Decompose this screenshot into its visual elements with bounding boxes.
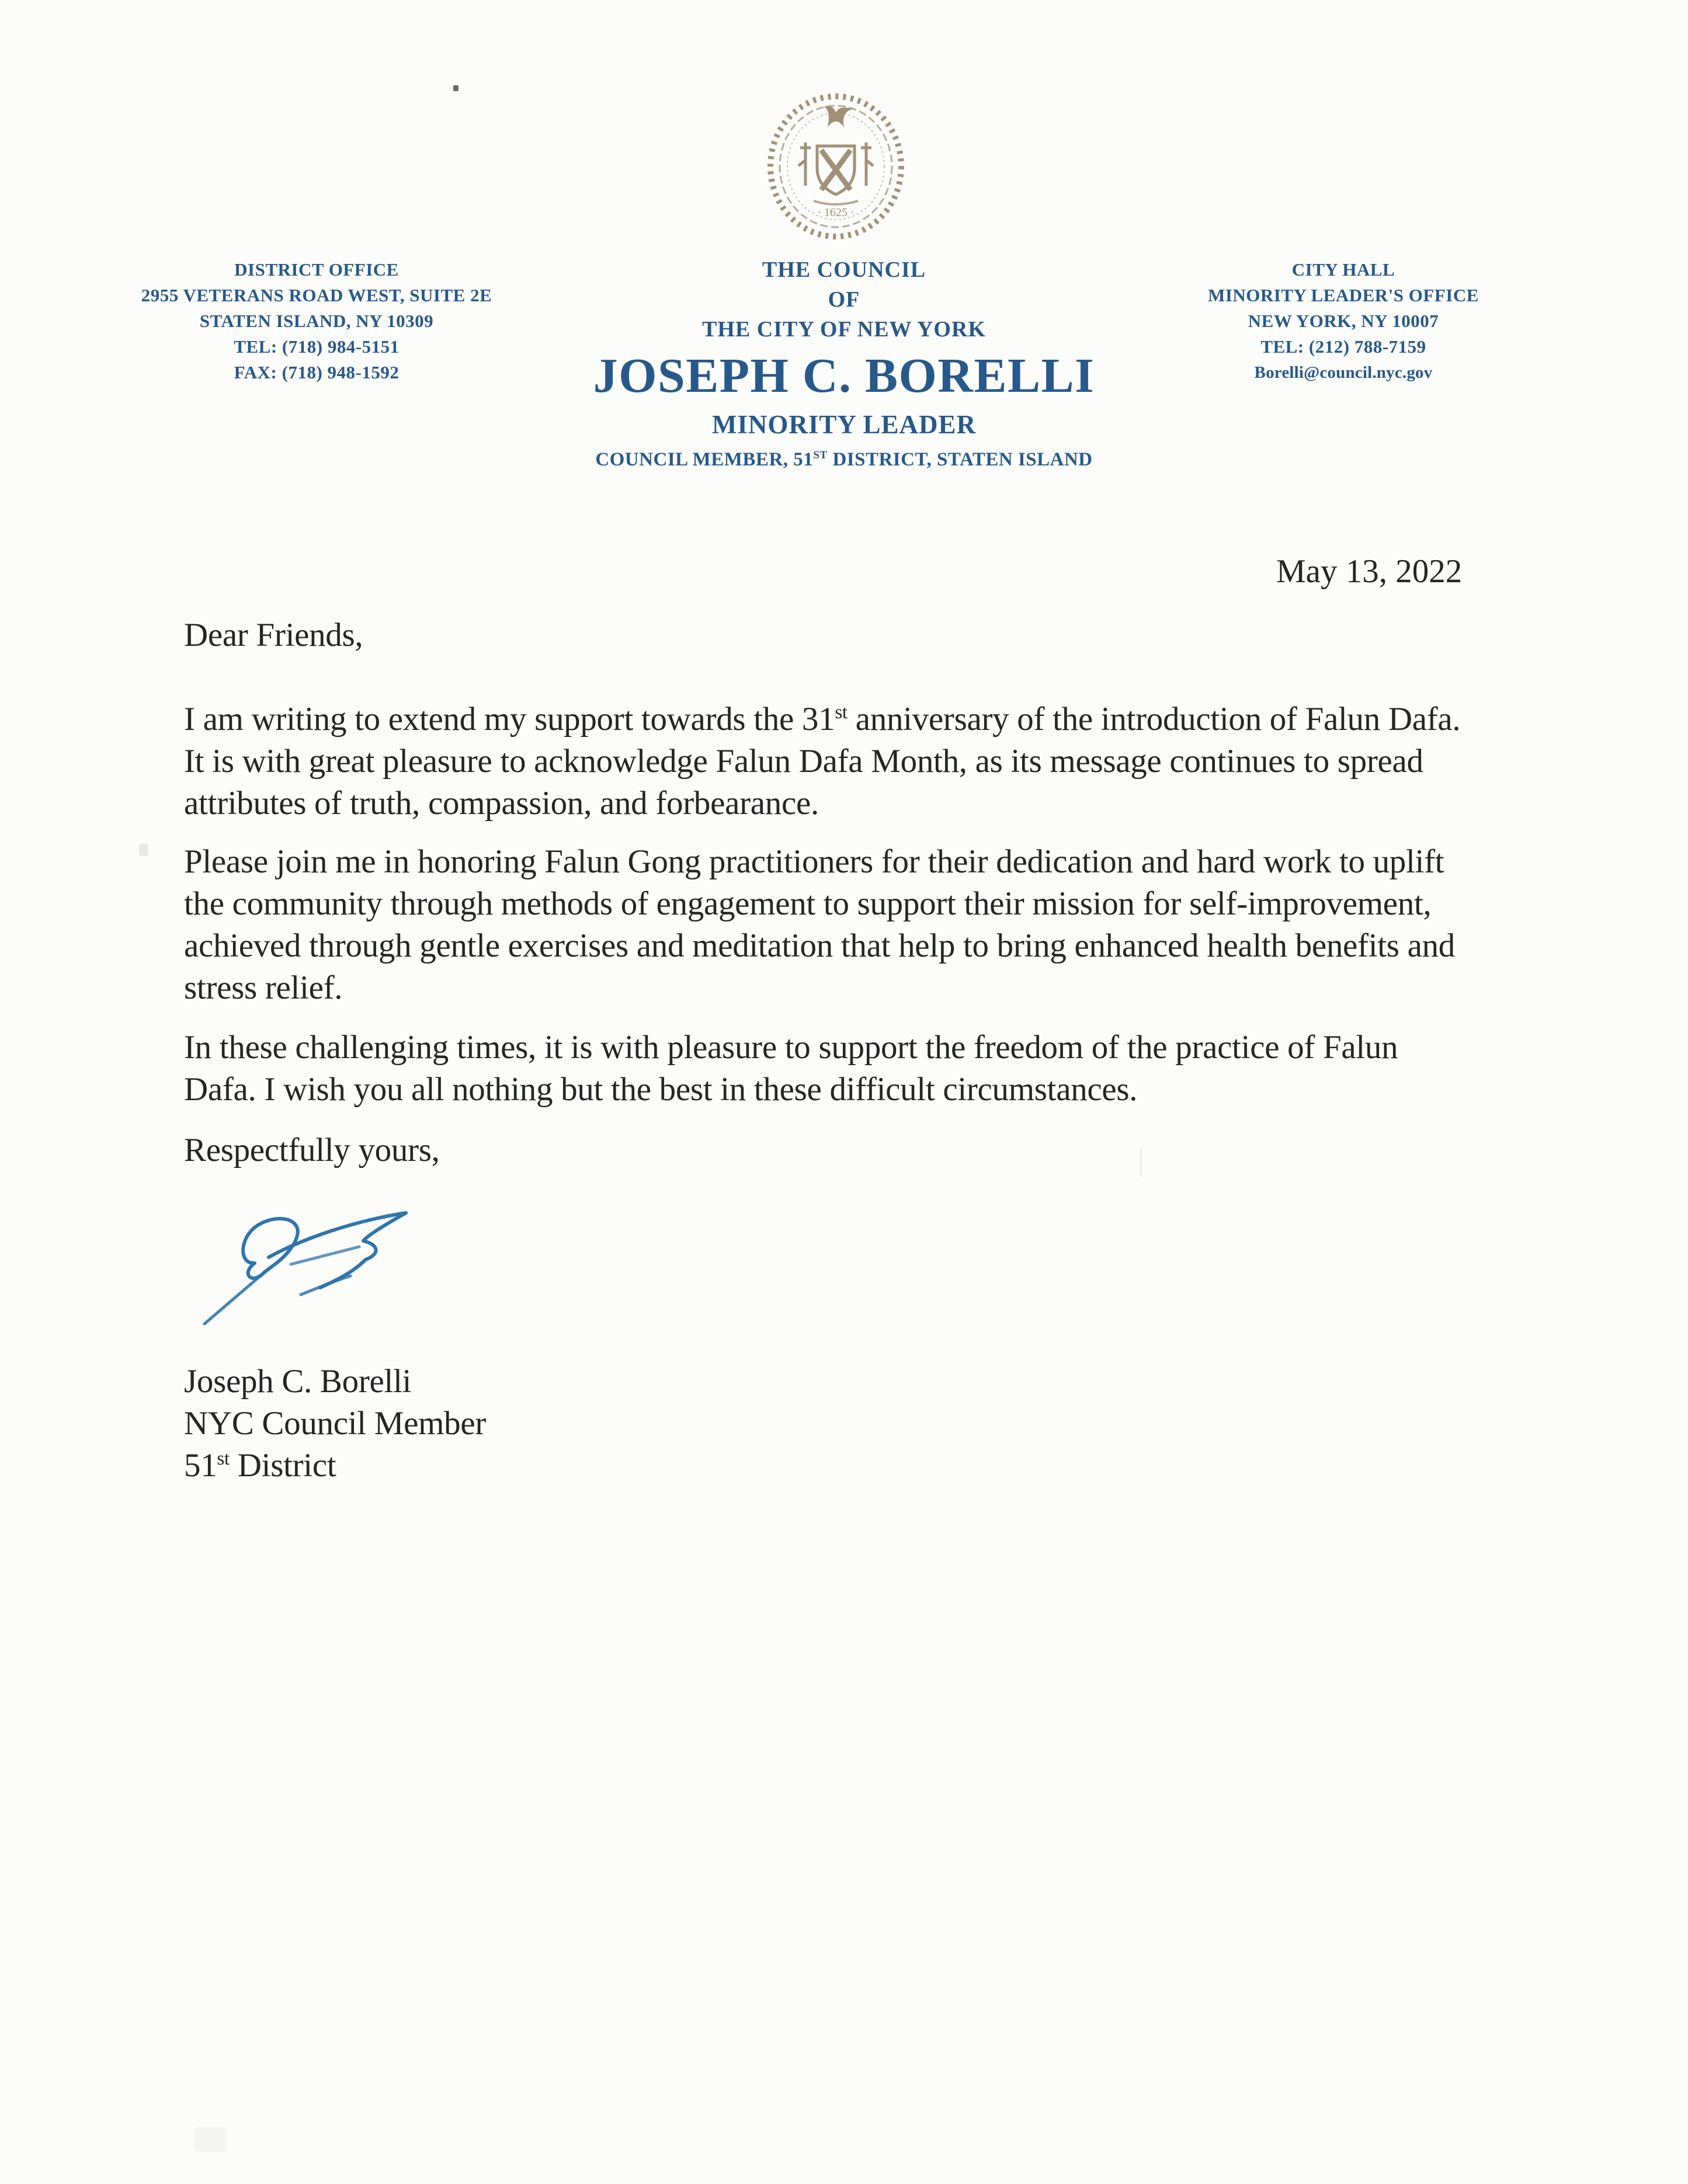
city-hall-email: Borelli@council.nyc.gov	[1254, 363, 1433, 382]
district-office-fax: FAX: (718) 948-1592	[234, 362, 400, 382]
sender-name: Joseph C. Borelli	[184, 1363, 412, 1400]
district-text: 51	[184, 1447, 217, 1484]
city-hall-block	[1133, 257, 1554, 385]
council-line3: THE CITY OF NEW YORK	[702, 317, 986, 342]
paragraph-line: Dafa. I wish you all nothing but the best in these difficult circumstances.	[184, 1071, 1138, 1108]
council-line2: OF	[828, 287, 860, 312]
council-member-district-line	[552, 444, 1136, 475]
nyc-city-seal-icon	[763, 90, 908, 243]
signature-block	[184, 1361, 486, 1487]
council-member-name: JOSEPH C. BORELLI	[593, 349, 1095, 403]
paragraph-line: In these challenging times, it is with pleasure to support the freedom of the practice of Falun	[184, 1029, 1398, 1066]
sender-title: NYC Council Member	[184, 1405, 487, 1442]
scan-smudge-artifact	[1140, 1148, 1142, 1177]
district-office-tel: TEL: (718) 984-5151	[234, 336, 400, 357]
district-office-title: DISTRICT OFFICE	[234, 259, 399, 280]
district-office-address-line1: 2955 VETERANS ROAD WEST, SUITE 2E	[141, 285, 492, 305]
paragraph-2	[184, 841, 1455, 1009]
city-hall-office: MINORITY LEADER'S OFFICE	[1208, 285, 1479, 305]
city-hall-address: NEW YORK, NY 10007	[1248, 311, 1439, 331]
valediction: Respectfully yours,	[184, 1132, 440, 1168]
district-office-address-line2: STATEN ISLAND, NY 10309	[199, 311, 434, 331]
paragraph-line	[184, 698, 1460, 740]
seal-banner	[814, 201, 858, 204]
paragraph-line: achieved through gentle exercises and meditation that help to bring enhanced health benefits and	[184, 927, 1455, 964]
scan-smudge-artifact	[194, 2127, 227, 2152]
seal-windmill-cross	[821, 150, 850, 190]
district-line-text: COUNCIL MEMBER, 51	[595, 449, 814, 470]
letter-date: May 13, 2022	[1276, 553, 1463, 590]
paragraph-line: the community through methods of engagement to support their mission for self-improvement,	[184, 885, 1432, 922]
paragraph-line: Please join me in honoring Falun Gong practitioners for their dedication and hard work to uplift	[184, 843, 1444, 880]
scan-smudge-artifact	[139, 843, 148, 856]
paragraph-3	[184, 1027, 1398, 1111]
council-member-title: MINORITY LEADER	[711, 410, 977, 439]
seal-right-figure	[861, 142, 873, 186]
paragraph-1	[184, 698, 1460, 825]
ordinal-suffix: st	[217, 1448, 230, 1469]
paragraph-line: It is with great pleasure to acknowledge Falun Dafa Month, as its message continues to spread	[184, 743, 1423, 780]
paragraph-text: anniversary of the introduction of Falun Dafa.	[847, 701, 1461, 738]
seal-year: · 1625 ·	[817, 206, 855, 219]
district-line-text: DISTRICT, STATEN ISLAND	[827, 449, 1093, 470]
city-hall-title: CITY HALL	[1291, 259, 1395, 280]
signature-handwriting	[193, 1188, 426, 1334]
sender-district	[184, 1445, 486, 1487]
paragraph-text: I am writing to extend my support towards the 31	[184, 701, 835, 738]
seal-left-figure	[798, 142, 811, 186]
council-line1: THE COUNCIL	[762, 258, 926, 282]
council-block	[552, 255, 1136, 475]
district-ordinal-suffix: ST	[813, 449, 828, 461]
district-office-block	[106, 257, 527, 385]
scan-dot-artifact	[453, 85, 459, 91]
seal-eagle	[824, 106, 853, 127]
district-text: District	[229, 1447, 336, 1484]
paragraph-line: stress relief.	[184, 969, 343, 1006]
city-hall-tel: TEL: (212) 788-7159	[1260, 336, 1426, 357]
salutation: Dear Friends,	[184, 617, 363, 653]
paragraph-line: attributes of truth, compassion, and forbearance.	[184, 785, 819, 822]
ordinal-suffix: st	[835, 702, 848, 723]
